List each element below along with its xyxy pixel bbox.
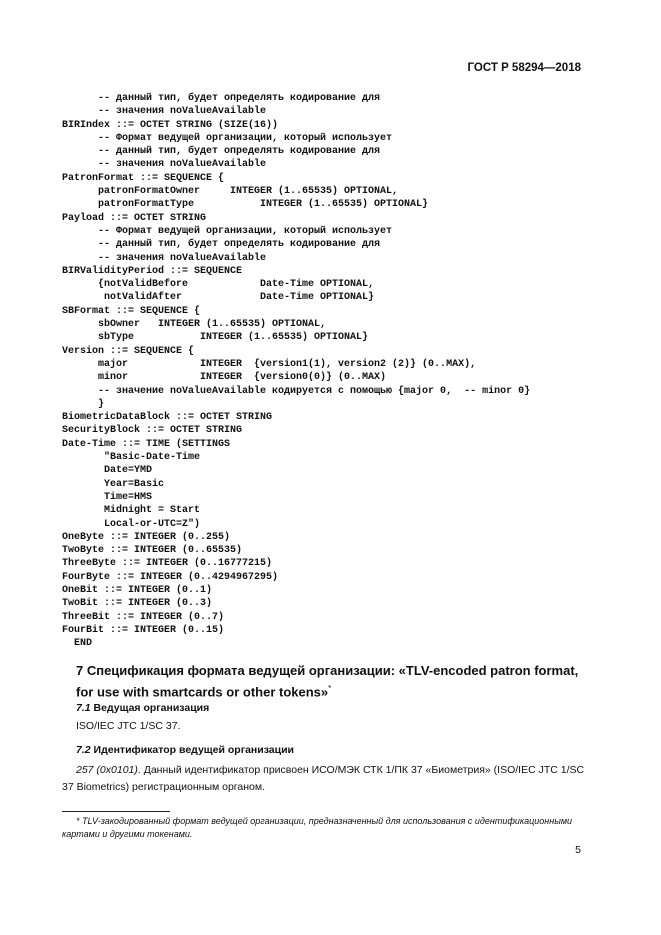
subsection-7-2-text <box>62 762 587 796</box>
code-line: -- данный тип, будет определять кодирование для <box>62 93 381 104</box>
code-line: minor INTEGER {version0(0)} (0..MAX) <box>62 372 387 384</box>
code-line: notValidAfter Date-Time OPTIONAL} <box>62 292 375 304</box>
code-line: Date-Time ::= TIME (SETTINGS <box>62 438 231 450</box>
footnote-text: TLV-закодированный формат ведущей организации, предназначенный для использования с идентификационными картами и другими токенами. <box>62 816 572 839</box>
footnote <box>62 815 587 841</box>
code-line: END <box>62 638 93 650</box>
code-line: sbType INTEGER (1..65535) OPTIONAL} <box>62 332 369 344</box>
code-line: -- значение noValueAvailable кодируется с помощью {major 0, -- minor 0} <box>62 385 531 397</box>
code-line: BiometricDataBlock ::= OCTET STRING <box>62 412 273 424</box>
footnote-divider <box>62 811 170 812</box>
subsection-number: 7.2 <box>76 744 91 756</box>
section-title <box>76 662 586 701</box>
patron-id: 257 (0x0101) <box>76 764 138 776</box>
code-line: -- значения noValueAvailable <box>62 159 267 171</box>
code-line: } <box>62 398 105 410</box>
code-line: -- данный тип, будет определять кодирование для <box>62 239 381 251</box>
code-line: Year=Basic <box>62 478 165 490</box>
code-line: FourBit ::= INTEGER (0..15) <box>62 624 225 636</box>
code-line: ThreeByte ::= INTEGER (0..16777215) <box>62 558 273 570</box>
code-line: TwoByte ::= INTEGER (0..65535) <box>62 545 243 557</box>
code-line: OneByte ::= INTEGER (0..255) <box>62 531 231 543</box>
code-line: "Basic-Date-Time <box>62 452 201 464</box>
code-line: -- значения noValueAvailable <box>62 252 267 264</box>
code-line: -- значения noValueAvailable <box>62 106 267 118</box>
section-title-text: 7 Спецификация формата ведущей организации: «TLV-encoded patron format, for use with smartcards or other tokens» <box>76 663 579 700</box>
code-line: BIRIndex ::= OCTET STRING (SIZE(16)) <box>62 119 279 131</box>
code-line: PatronFormat ::= SEQUENCE { <box>62 172 225 184</box>
code-line: SecurityBlock ::= OCTET STRING <box>62 425 243 437</box>
code-line: {notValidBefore Date-Time OPTIONAL, <box>62 279 375 291</box>
code-line: SBFormat ::= SEQUENCE { <box>62 305 201 317</box>
subsection-title: Ведущая организация <box>93 702 210 714</box>
footnote-mark: * <box>76 816 80 826</box>
code-line: Version ::= SEQUENCE { <box>62 345 195 357</box>
subsection-number: 7.1 <box>76 702 91 714</box>
page-number: 5 <box>575 844 581 856</box>
standard-header: ГОСТ Р 58294—2018 <box>467 62 581 74</box>
patron-id-description: . Данный идентификатор присвоен ИСО/МЭК СТК 1/ПК 37 «Биометрия» (ISO/IEC JTC 1/SC 37 Biometrics) регистрационным органом. <box>62 764 585 793</box>
code-line: Local-or-UTC=Z") <box>62 518 201 530</box>
code-line: -- Формат ведущей организации, который использует <box>62 225 393 237</box>
code-line: FourByte ::= INTEGER (0..4294967295) <box>62 571 279 583</box>
code-line: -- Формат ведущей организации, который использует <box>62 132 393 144</box>
footnote-mark: * <box>328 684 332 693</box>
code-line: BIRValidityPeriod ::= SEQUENCE <box>62 265 243 277</box>
code-line: sbOwner INTEGER (1..65535) OPTIONAL, <box>62 319 327 331</box>
code-line: TwoBit ::= INTEGER (0..3) <box>62 598 213 610</box>
subsection-7-1-heading <box>76 702 209 714</box>
code-line: major INTEGER {version1(1), version2 (2)} (0..MAX), <box>62 358 477 370</box>
code-line: patronFormatType INTEGER (1..65535) OPTIONAL} <box>62 199 429 211</box>
code-line: Payload ::= OCTET STRING <box>62 212 207 224</box>
subsection-7-2-heading <box>76 744 294 756</box>
code-line: OneBit ::= INTEGER (0..1) <box>62 584 213 596</box>
code-line: patronFormatOwner INTEGER (1..65535) OPTIONAL, <box>62 186 399 198</box>
code-line: Date=YMD <box>62 465 153 477</box>
code-line: Midnight = Start <box>62 505 201 517</box>
code-line: ThreeBit ::= INTEGER (0..7) <box>62 611 225 623</box>
subsection-7-1-text: ISO/IEC JTC 1/SC 37. <box>76 720 181 732</box>
asn1-code-block <box>62 92 622 650</box>
subsection-title: Идентификатор ведущей организации <box>93 744 294 756</box>
code-line: Time=HMS <box>62 491 153 503</box>
code-line: -- данный тип, будет определять кодирование для <box>62 146 381 158</box>
